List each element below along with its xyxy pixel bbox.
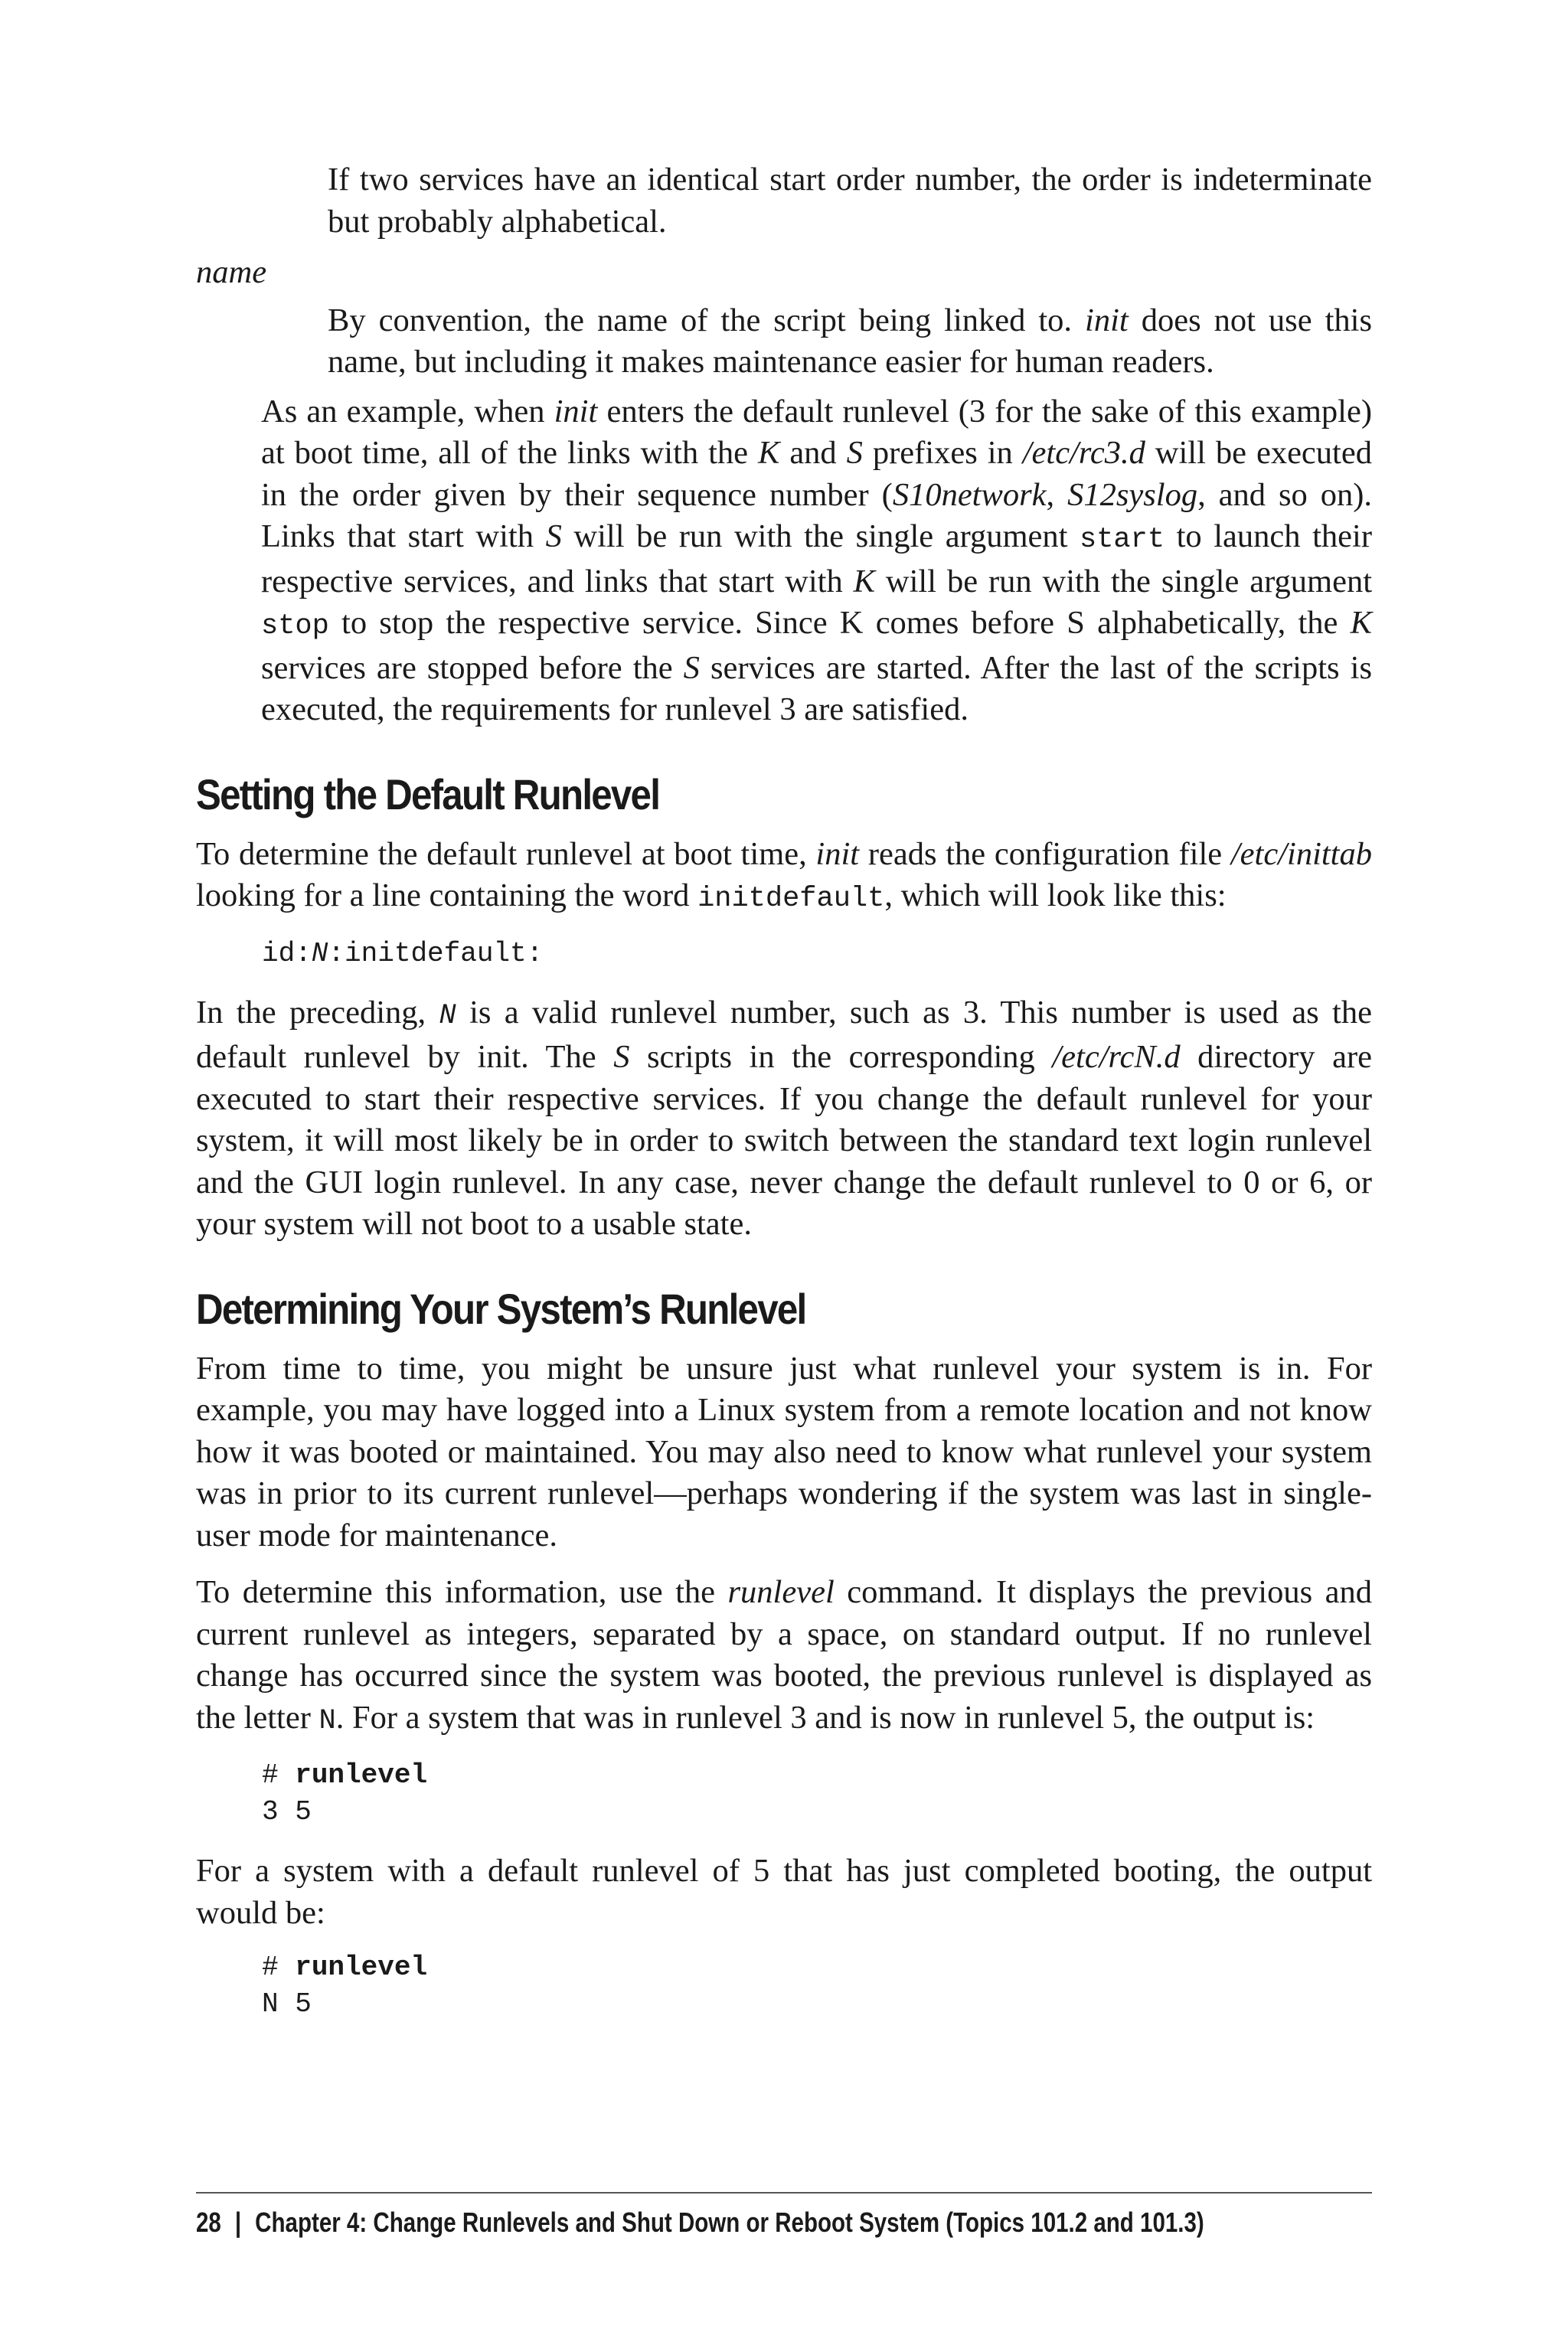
runlevel-output-example-2: # runlevel N 5	[262, 1952, 428, 2020]
heading-setting-default-runlevel: Setting the Default Runlevel	[196, 769, 660, 818]
footer-rule	[196, 2192, 1372, 2194]
heading-determining-runlevel: Determining Your System’s Runlevel	[196, 1284, 806, 1333]
default-boot-paragraph: For a system with a default runlevel of 5 that has just completed booting, the output would be:	[196, 1853, 1372, 1931]
runlevel-example-paragraph: As an example, when init enters the default runlevel (3 for the sake of this example) at boot time, all of the links with the K and S prefixes in /etc/rc3.d will be executed in the order given by their sequence number (S10network, S12syslog, and so on). Links that start with S will be run with the single argument start to launch their respective services, and links that start with K will be run with the single argument stop to stop the respective service. Since K comes before S alphabetically, the K services are stopped before the S services are started. After the last of the scripts is executed, the requirements for runlevel 3 are satisfied.	[261, 393, 1373, 727]
term-name: name	[196, 254, 267, 290]
unsure-runlevel-paragraph: From time to time, you might be unsure just what runlevel your system is in. For example, you may have logged into a Linux system from a remote location and not know how it was booted or maintained. You may also need to know what runlevel your system was in prior to its current runlevel—perhaps wondering if the system was last in single-user mode for maintenance.	[196, 1350, 1372, 1553]
name-definition: By convention, the name of the script being linked to. init does not use this name, but including it makes maintenance easier for human readers.	[328, 302, 1372, 380]
chapter-title: Chapter 4: Change Runlevels and Shut Down or Reboot System (Topics 101.2 and 101.3)	[255, 2207, 1204, 2238]
runlevel-output-example-1: # runlevel 3 5	[262, 1759, 428, 1828]
inittab-code-example: id:N:initdefault:	[262, 937, 544, 969]
page-footer	[196, 2205, 1204, 2240]
identical-order-note: If two services have an identical start order number, the order is indeterminate but probably alphabetical.	[328, 162, 1372, 240]
page-body	[196, 145, 1372, 2023]
default-runlevel-explanation: In the preceding, N is a valid runlevel number, such as 3. This number is used as the default runlevel by init. The S scripts in the corresponding /etc/rcN.d directory are executed to start their respective services. If you change the default runlevel for your system, it will most likely be in order to switch between the standard text login runlevel and the GUI login runlevel. In any case, never change the default runlevel to 0 or 6, or your system will not boot to a usable state.	[196, 994, 1372, 1242]
footer-separator: |	[234, 2207, 242, 2238]
runlevel-command-paragraph: To determine this information, use the runlevel command. It displays the previous and current runlevel as integers, separated by a space, on standard output. If no runlevel change has occurred since the system was booted, the previous runlevel is displayed as the letter N. For a system that was in runlevel 3 and is now in runlevel 5, the output is:	[196, 1574, 1372, 1737]
page-number: 28	[196, 2207, 221, 2238]
inittab-paragraph: To determine the default runlevel at boot time, init reads the configuration file /etc/inittab looking for a line containing the word initdefault, which will look like this:	[196, 835, 1372, 915]
